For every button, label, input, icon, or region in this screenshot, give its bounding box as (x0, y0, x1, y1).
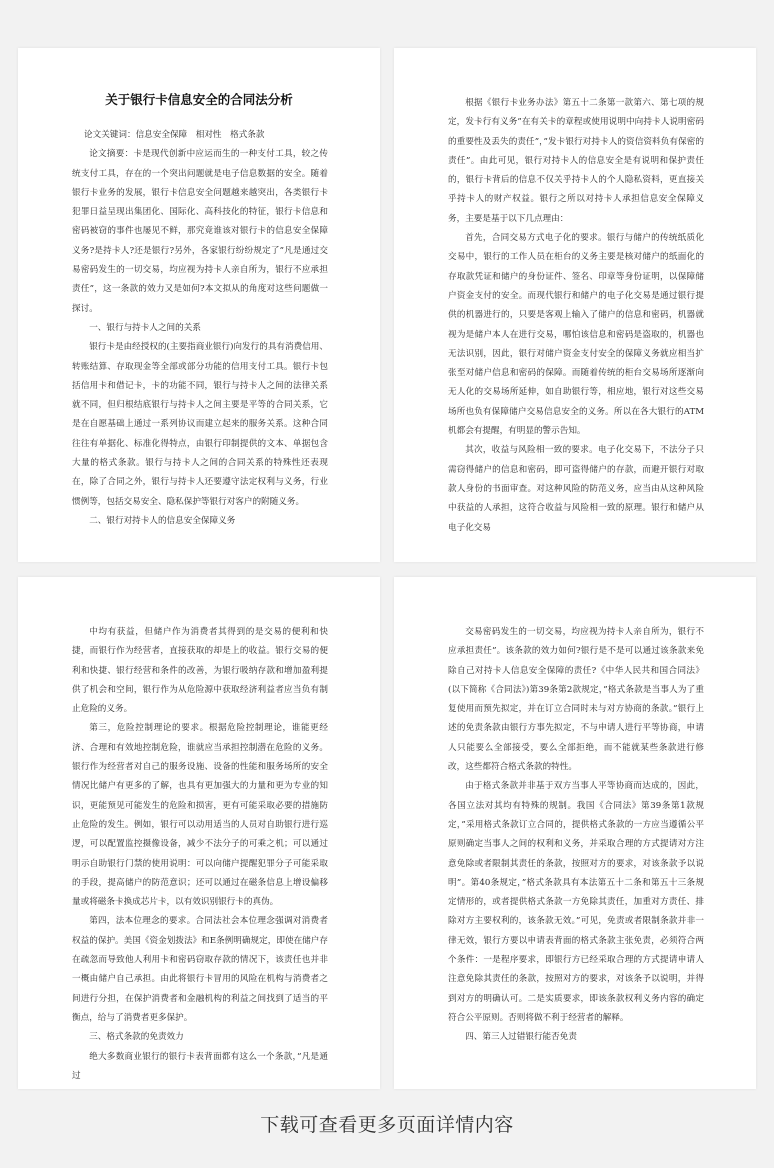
body-paragraph: 绝大多数商业银行的银行卡表背面都有这么一个条款，”凡是通过 (72, 1051, 328, 1081)
body-paragraph: 由于格式条款并非基于双方当事人平等协商而达成的，因此，各国立法对其均有特殊的规制。我国《合同法》第39条第1款规定，”采用格式条款订立合同的，提供格式条款的一方应当遵循公平原则确定当事人之间的权利和义务，并采取合理的方式提请对方注意免除或者限制其责任的条款，按照对方的要求，对该条款予以说明”。第40条规定，”格式条款具有本法第五十二条和第五十三条规定情形的，或者提供格式条款一方免除其责任，加重对方责任、排除对方主要权利的，该条款无效。”可见，免责或者限制条款并非一律无效，银行方要以申请表背面的格式条款主张免责，必须符合两个条件：一是程序要求，即银行方已经采取合理的方式提请申请人注意免除其责任的条款，按照对方的要求，对该条予以说明，并得到对方的明确认可。二是实质要求，即该条款权利义务内容的确定符合公平原则。否则将做不利于经营者的解释。 (448, 781, 704, 1023)
body-paragraph: 第三，危险控制理论的要求。根据危险控制理论，谁能更经济、合理和有效地控制危险，谁就应当承担控制潜在危险的义务。银行作为经营者对自己的服务设施、设备的性能和服务场所的安全情况比储户有更多的了解，也具有更加强大的力量和更为专业的知识，更能预见可能发生的危险和损害，更有可能采取必要的措施防止危险的发生。例如，银行可以动用适当的人员对自助银行进行巡逻，可以配置监控摄像设备，减少不法分子的可乘之机；可以通过明示自助银行门禁的使用说明：可以向储户提醒犯罪分子可能采取的手段，提高储户的防范意识；还可以通过在磁条信息上增设偏移量或将磁条卡换成芯片卡，以有效识别银行卡的真伪。 (72, 723, 328, 908)
body-paragraph: 银行卡是由经授权的(主要指商业银行)向发行的具有消费信用、转账结算、存取现金等全部或部分功能的信用支付工具。银行卡包括信用卡和借记卡，卡的功能不同，银行与持卡人之间的法律关系就不同，但归根结底银行与持卡人之间主要是平等的合同关系，它是在自愿基础上通过一系列协议而建立起来的服务关系。这种合同往往有单据化、标准化得特点，由银行印制提供的文本、单据包含大量的格式条款。银行与持卡人之间的合同关系的特殊性还表现在，除了合同之外，银行与持卡人还要遵守法定权利与义务，行业惯例等，包括交易安全、隐私保护等银行对客户的附随义务。 (72, 342, 328, 507)
body-paragraph: 中均有获益，但储户作为消费者其得到的是交易的便利和快捷，而银行作为经营者，直接获取的却是上的收益。银行交易的便利和快捷、银行经营和条件的改善，为银行吸纳存款和增加盈利提供了机会和空间，银行作为从危险源中获取经济利益者应当负有制止危险的义务。 (72, 627, 328, 715)
section-heading: 一、银行与持卡人之间的关系 (89, 322, 201, 333)
body-paragraph: 第四，法本位理念的要求。合同法社会本位理念强调对消费者权益的保护。美国《资金划拨法》和E条例明确规定，即使在储户存在疏忽而导致他人利用卡和密码窃取存款的情况下，该责任也并非一概由储户自己承担。由此将银行卡冒用的风险在机构与消费者之间进行分担，在保护消费者和金融机构的利益之间找到了适当的平衡点，给与了消费者更多保护。 (72, 916, 328, 1023)
page-body (448, 94, 704, 538)
body-paragraph: 根据《银行卡业务办法》第五十二条第一款第六、第七项的规定，发卡行有义务”在有关卡的章程或使用说明中向持卡人说明密码的重要性及丢失的责任”，”发卡银行对持卡人的资信资料负有保密的责任”。由此可见，银行对持卡人的信息安全是有说明和保护责任的，银行卡背后的信息不仅关乎持卡人的个人隐私资料，更直接关乎持卡人的财产权益。银行之所以对持卡人承担信息安全保障义务，主要是基于以下几点理由： (448, 98, 704, 224)
section-heading: 四、第三人过错银行能否免责 (465, 1032, 577, 1043)
keywords-line: 论文关键词：信息安全保障 相对性 格式条款 (84, 130, 265, 140)
download-more-prompt[interactable]: 下载可查看更多页面详情内容 (260, 1114, 514, 1136)
page-body (448, 623, 704, 1048)
page-body (72, 623, 328, 1086)
document-title: 关于银行卡信息安全的合同法分析 (105, 92, 293, 107)
document-page-1 (18, 48, 380, 562)
body-paragraph: 其次，收益与风险相一致的要求。电子化交易下，不法分子只需窃得储户的信息和密码，即可盗得储户的存款，而避开银行对取款人身份的书面审查。对这种风险的防范义务，应当由从这种风险中获益的人承担，这符合收益与风险相一致的原理。银行和储户从电子化交易 (448, 445, 704, 533)
document-page-4 (394, 577, 756, 1089)
abstract-paragraph: 论文摘要：卡是现代创新中应运而生的一种支付工具，较之传统支付工具，存在的一个突出问题就是电子信息数据的安全。随着银行卡业务的发展，银行卡信息安全问题越来越突出，各类银行卡犯罪日益呈现出集团化、国际化、高科技化的特征，银行卡信息和密码被窃的事件也屡见不鲜，那究竟谁该对银行卡的信息安全保障义务?是持卡人?还是银行?另外，各家银行纷纷规定了”凡是通过交易密码发生的一切交易，均应视为持卡人亲自所为，银行不应承担责任”，这一条款的效力又是如何?本文拟从的角度对这些问题做一探讨。 (72, 149, 328, 314)
section-heading: 三、格式条款的免责效力 (89, 1032, 184, 1043)
section-heading: 二、银行对持卡人的信息安全保障义务 (89, 515, 236, 526)
document-page-2 (394, 48, 756, 562)
body-paragraph: 交易密码发生的一切交易，均应视为持卡人亲自所为，银行不应承担责任”。该条款的效力如何?银行是不是可以通过该条款来免除自己对持卡人信息安全保障的责任?《中华人民共和国合同法》(以下简称《合同法》)第39条第2款规定，”格式条款是当事人为了重复使用而预先拟定，并在订立合同时未与对方协商的条款。”银行上述的免责条款由银行方事先拟定，不与申请人进行平等协商，申请人只能要么全部接受，要么全部拒绝，而不能就某些条款进行修改，这些都符合格式条款的特性。 (448, 627, 704, 773)
body-paragraph: 首先，合同交易方式电子化的要求。银行与储户的传统纸质化交易中，银行的工作人员在柜台的义务主要是核对储户的纸面化的存取款凭证和储户的身份证件、签名、印章等身份证明，以保障储户资金支付的安全。而现代银行和储户的电子化交易是通过银行提供的机器进行的，只要是客观上输入了储户的信息和密码，机器就视为是储户本人在进行交易，哪怕该信息和密码是盗取的，机器也无法识别，因此，银行对储户资金支付安全的保障义务就应相当扩张至对储户信息和密码的保障。而随着传统的柜台交易场所逐渐向无人化的交易场所延伸，如自助银行等，相应地，银行对这些交易场所也负有保障储户交易信息安全的义务。所以在各大银行的ATM机都会有提醒，有明显的警示告知。 (448, 233, 704, 437)
page-body (72, 126, 328, 531)
document-page-3 (18, 577, 380, 1089)
